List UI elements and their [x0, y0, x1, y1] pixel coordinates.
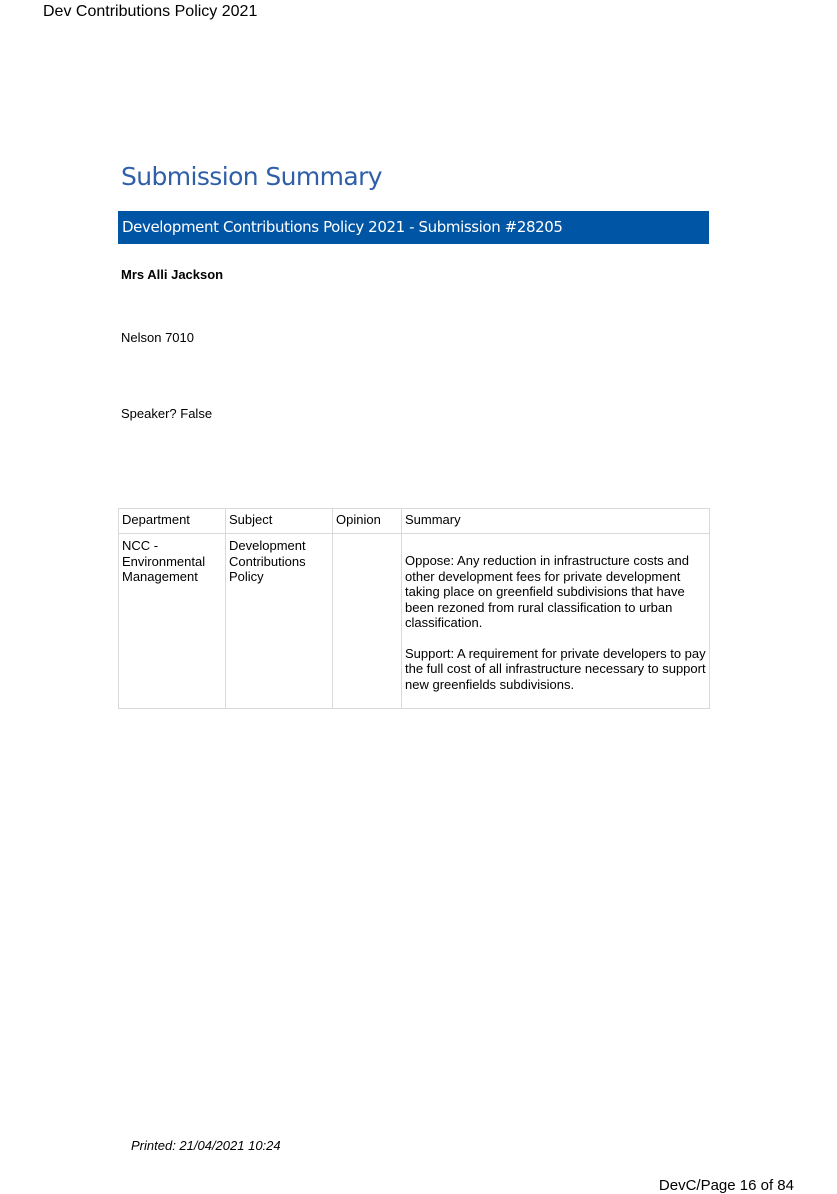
column-header-department: Department: [119, 509, 226, 534]
submitter-address: Nelson 7010: [121, 330, 194, 345]
speaker-status: Speaker? False: [121, 406, 213, 421]
page-title: Submission Summary: [121, 162, 382, 191]
submitter-name: Mrs Alli Jackson: [121, 267, 224, 282]
printed-timestamp: Printed: 21/04/2021 10:24: [131, 1138, 281, 1153]
column-header-summary: Summary: [402, 509, 710, 534]
submission-table: [118, 508, 710, 709]
running-header: Dev Contributions Policy 2021: [43, 3, 258, 20]
table-row: [119, 534, 710, 709]
cell-opinion: [333, 534, 402, 709]
page-number: DevC/Page 16 of 84: [658, 1177, 794, 1194]
summary-oppose: Oppose: Any reduction in infrastructure costs and other development fees for private development taking place on greenfield subdivisions that have been rezoned from rural classification to urban classification.: [405, 553, 689, 630]
column-header-opinion: Opinion: [333, 509, 402, 534]
summary-support: Support: A requirement for private developers to pay the full cost of all infrastructure necessary to support new greenfields subdivisions.: [405, 645, 706, 692]
table-header-row: [119, 509, 710, 534]
cell-department: NCC - Environmental Management: [119, 534, 226, 709]
cell-summary: [402, 534, 710, 709]
cell-subject: Development Contributions Policy: [226, 534, 333, 709]
submission-banner: Development Contributions Policy 2021 - Submission #28205: [118, 211, 709, 244]
column-header-subject: Subject: [226, 509, 333, 534]
